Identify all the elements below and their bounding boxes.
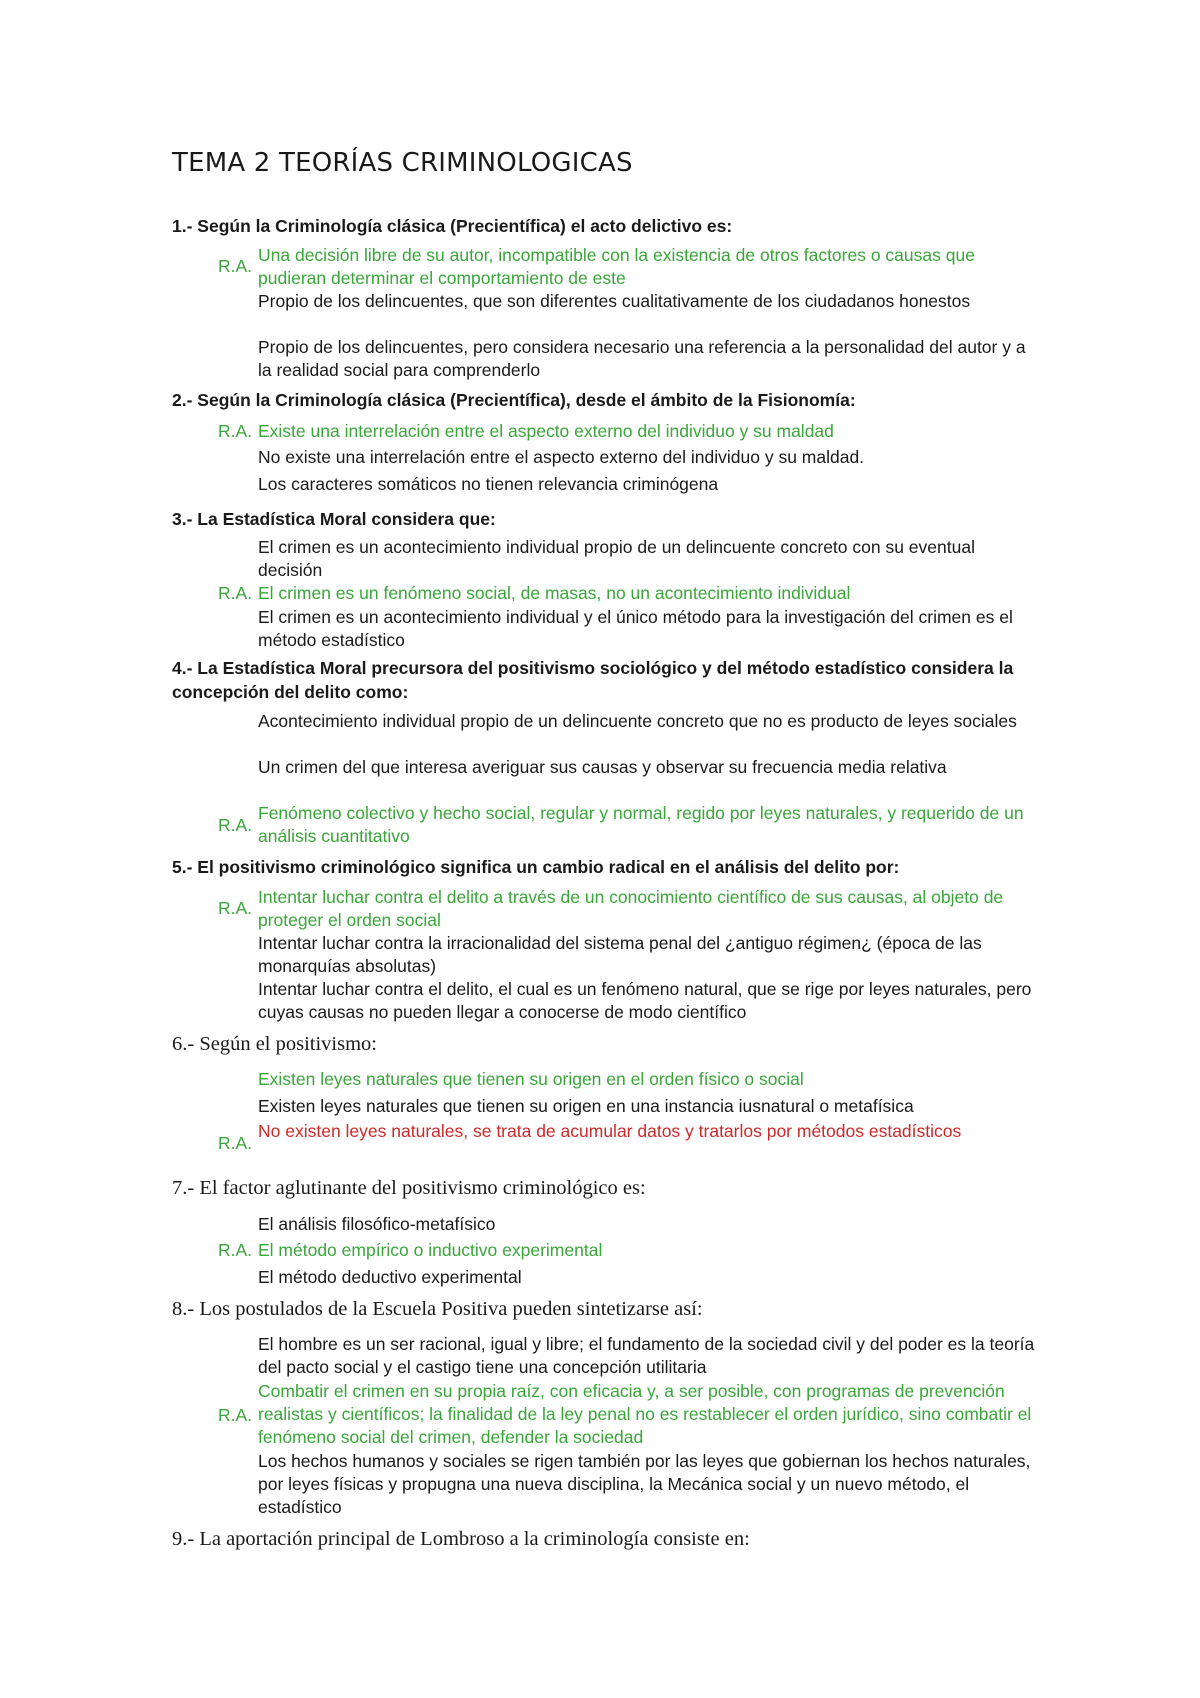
answer-marker-q5: R.A. [218, 898, 253, 918]
option-q6-a: Existen leyes naturales que tienen su origen en el orden físico o social [258, 1069, 804, 1089]
option-q1-c: Propio de los delincuentes, pero considera necesario una referencia a la personalidad del autor y a la realidad social para comprenderlo [258, 337, 1026, 380]
option-q3-a: El crimen es un acontecimiento individual propio de un delincuente concreto con su eventual decisión [258, 537, 975, 580]
option-q4-a: Acontecimiento individual propio de un delincuente concreto que no es producto de leyes sociales [258, 711, 1017, 731]
option-q4-b: Un crimen del que interesa averiguar sus causas y observar su frecuencia media relativa [258, 757, 947, 777]
option-q2-b: No existe una interrelación entre el aspecto externo del individuo y su maldad. [258, 447, 865, 467]
answer-marker-q1: R.A. [218, 256, 253, 276]
answer-marker-q7: R.A. [218, 1240, 253, 1260]
option-q2-a: Existe una interrelación entre el aspecto externo del individuo y su maldad [258, 421, 834, 441]
option-q5-c: Intentar luchar contra el delito, el cual es un fenómeno natural, que se rige por leyes naturales, pero cuyas causas no pueden llegar a conocerse de modo científico [258, 979, 1032, 1022]
answer-marker-q4: R.A. [218, 815, 253, 835]
answer-marker-q2: R.A. [218, 421, 253, 441]
option-q1-a: Una decisión libre de su autor, incompatible con la existencia de otros factores o causas que pudieran determinar el comportamiento de este [258, 245, 975, 288]
option-q7-c: El método deductivo experimental [258, 1267, 522, 1287]
option-q3-b: El crimen es un fenómeno social, de masas, no un acontecimiento individual [258, 583, 851, 603]
question-3: 3.- La Estadística Moral considera que: [172, 509, 496, 529]
answer-marker-q3: R.A. [218, 583, 253, 603]
option-q5-b: Intentar luchar contra la irracionalidad del sistema penal del ¿antiguo régimen¿ (época de las monarquías absolutas) [258, 933, 982, 976]
question-6: 6.- Según el positivismo: [172, 1033, 377, 1055]
option-q7-a: El análisis filosófico-metafísico [258, 1214, 496, 1234]
option-q8-b: Combatir el crimen en su propia raíz, con eficacia y, a ser posible, con programas de prevención realistas y científicos; la finalidad de la ley penal no es restablecer el orden jurídico, sino combatir el fenómeno social del crimen, defender la sociedad [258, 1381, 1032, 1447]
option-q2-c: Los caracteres somáticos no tienen relevancia criminógena [258, 474, 719, 494]
question-4: 4.- La Estadística Moral precursora del positivismo sociológico y del método estadístico considera la concepción del delito como: [172, 658, 1014, 702]
answer-marker-q6: R.A. [218, 1133, 253, 1153]
question-2: 2.- Según la Criminología clásica (Precientífica), desde el ámbito de la Fisionomía: [172, 390, 856, 410]
question-9: 9.- La aportación principal de Lombroso a la criminología consiste en: [172, 1528, 750, 1550]
option-q4-c: Fenómeno colectivo y hecho social, regular y normal, regido por leyes naturales, y requerido de un análisis cuantitativo [258, 803, 1024, 846]
question-1: 1.- Según la Criminología clásica (Precientífica) el acto delictivo es: [172, 216, 733, 236]
page-title: TEMA 2 TEORÍAS CRIMINOLOGICAS [172, 148, 633, 178]
question-5: 5.- El positivismo criminológico significa un cambio radical en el análisis del delito por: [172, 857, 900, 877]
question-8: 8.- Los postulados de la Escuela Positiva pueden sintetizarse así: [172, 1298, 703, 1320]
option-q3-c: El crimen es un acontecimiento individual y el único método para la investigación del crimen es el método estadístico [258, 607, 1013, 650]
option-q7-b: El método empírico o inductivo experimental [258, 1240, 603, 1260]
option-q8-a: El hombre es un ser racional, igual y libre; el fundamento de la sociedad civil y del poder es la teoría del pacto social y el castigo tiene una concepción utilitaria [258, 1334, 1035, 1377]
question-7: 7.- El factor aglutinante del positivismo criminológico es: [172, 1177, 646, 1199]
option-q6-b: Existen leyes naturales que tienen su origen en una instancia iusnatural o metafísica [258, 1096, 914, 1116]
option-q1-b: Propio de los delincuentes, que son diferentes cualitativamente de los ciudadanos honestos [258, 291, 971, 311]
option-q8-c: Los hechos humanos y sociales se rigen también por las leyes que gobiernan los hechos naturales, por leyes físicas y propugna una nueva disciplina, la Mecánica social y un nuevo método, el estadístico [258, 1451, 1031, 1517]
answer-marker-q8: R.A. [218, 1405, 253, 1425]
option-q5-a: Intentar luchar contra el delito a través de un conocimiento científico de sus causas, al objeto de proteger el orden social [258, 887, 1004, 930]
option-q6-c: No existen leyes naturales, se trata de acumular datos y tratarlos por métodos estadísticos [258, 1121, 962, 1141]
